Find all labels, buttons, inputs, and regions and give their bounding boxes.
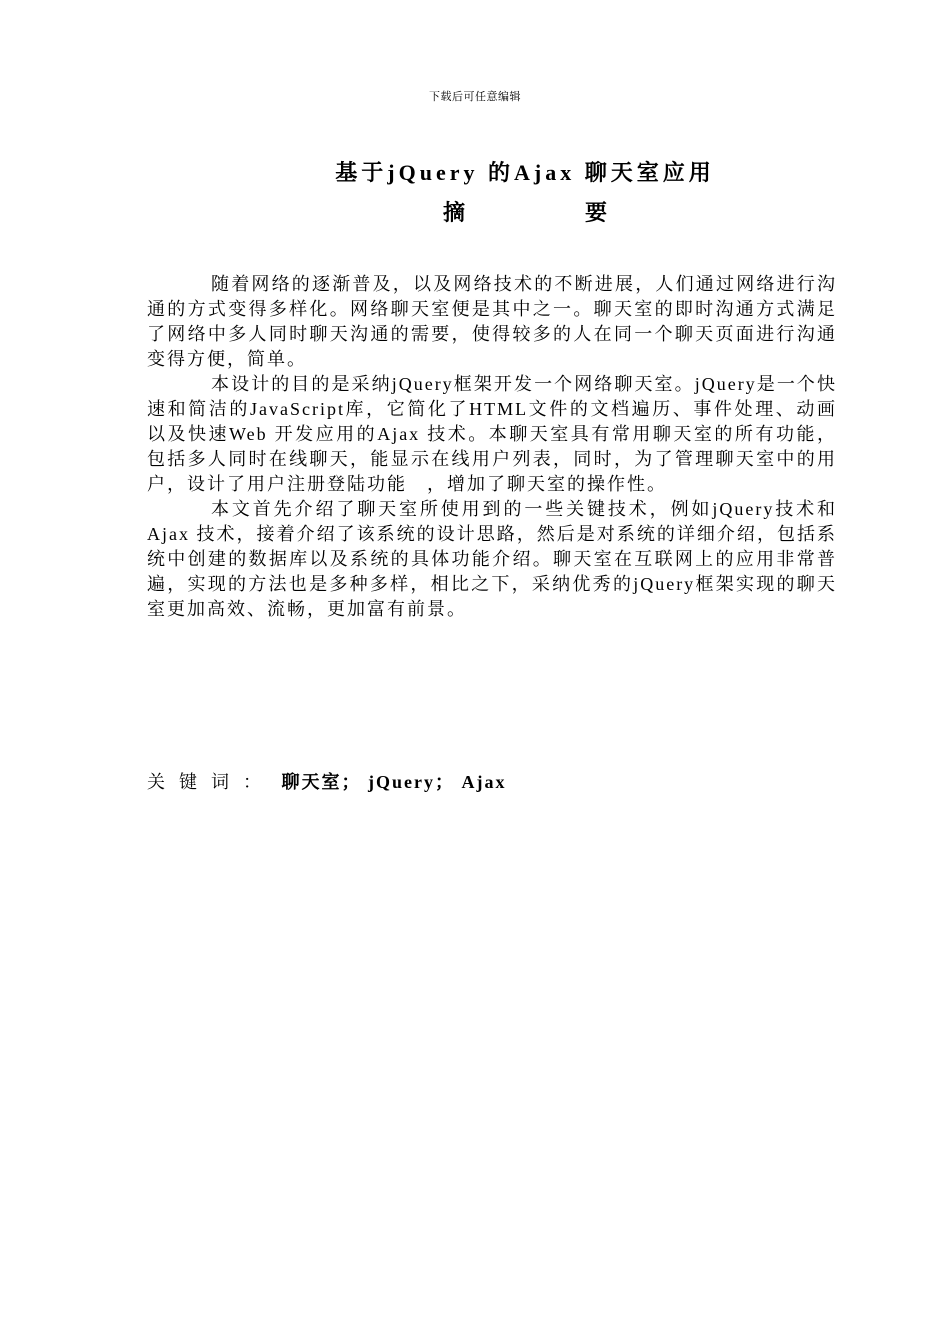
abstract-body [147, 272, 837, 622]
abstract-paragraph-3: 本文首先介绍了聊天室所使用到的一些关键技术，例如jQuery技术和Ajax 技术，接着介绍了该系统的设计思路，然后是对系统的详细介绍，包括系统中创建的数据库以及系统的具体功能介绍。聊天室在互联网上的应用非常普遍，实现的方法也是多种多样，相比之下，采纳优秀的jQuery框架实现的聊天室更加高效、流畅，更加富有前景。 [147, 499, 837, 619]
abstract-paragraph-2: 本设计的目的是采纳jQuery框架开发一个网络聊天室。jQuery是一个快速和简洁的JavaScript库，它简化了HTML文件的文档遍历、事件处理、动画以及快速Web 开发应用的Ajax 技术。本聊天室具有常用聊天室的所有功能，包括多人同时在线聊天，能显示在线用户列表，同时，为了管理聊天室中的用户，设计了用户注册登陆功能 ，增加了聊天室的操作性。 [147, 374, 837, 494]
keyword-item: 聊天室； [281, 772, 362, 792]
abstract-paragraph-1: 随着网络的逐渐普及，以及网络技术的不断进展，人们通过网络进行沟通的方式变得多样化。网络聊天室便是其中之一。聊天室的即时沟通方式满足了网络中多人同时聊天沟通的需要，使得较多的人在同一个聊天页面进行沟通变得方便，简单。 [147, 274, 837, 369]
header-note: 下载后可任意编辑 [429, 90, 521, 103]
keyword-item: Ajax [461, 772, 507, 792]
keywords-line [147, 770, 837, 795]
abstract-heading-right: 要 [585, 200, 608, 225]
keyword-item: jQuery； [368, 772, 455, 792]
abstract-heading [0, 196, 950, 227]
keywords-label: 关键词： [147, 772, 275, 792]
abstract-heading-left: 摘 [442, 200, 465, 225]
document-title: 基于jQuery 的Ajax 聊天室应用 [335, 160, 715, 185]
